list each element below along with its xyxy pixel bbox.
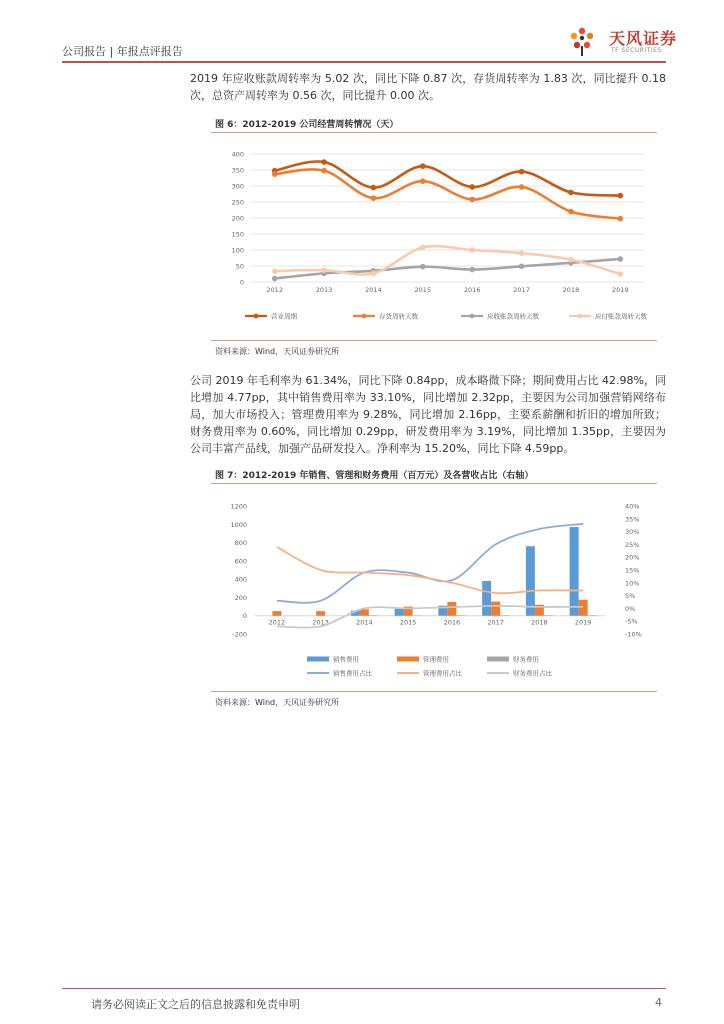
legend-label: 存货周转天数 xyxy=(379,312,418,321)
data-point xyxy=(519,264,525,270)
bar-1 xyxy=(482,581,491,616)
x-tick-label: 2016 xyxy=(463,286,481,294)
bar-2 xyxy=(491,602,500,616)
data-point xyxy=(420,178,426,184)
legend-swatch xyxy=(487,657,509,662)
legend-label: 财务费用占比 xyxy=(513,669,552,678)
header-divider xyxy=(62,61,666,63)
bar-2 xyxy=(316,611,325,616)
y-tick-label: 0 xyxy=(239,278,244,287)
y2-tick-label: 15% xyxy=(625,566,640,575)
y-tick-label: 1200 xyxy=(230,502,247,511)
data-point xyxy=(568,257,574,263)
figure-7-top-rule xyxy=(211,483,657,484)
legend-marker xyxy=(362,314,367,319)
x-tick-label: 2013 xyxy=(312,618,329,627)
x-tick-label: 2014 xyxy=(365,286,382,294)
data-point xyxy=(618,193,624,199)
x-tick-label: 2019 xyxy=(574,618,592,627)
data-point xyxy=(371,195,377,201)
y2-tick-label: 5% xyxy=(625,592,636,601)
figure-7-title: 图 7：2012-2019 年销售、管理和财务费用（百万元）及各营收占比（右轴） xyxy=(215,471,534,481)
y2-tick-label: -5% xyxy=(625,617,638,626)
data-point xyxy=(469,267,475,273)
y-tick-label: 200 xyxy=(231,214,244,223)
bar-1 xyxy=(570,527,579,616)
figure-6-top-rule xyxy=(211,132,657,133)
y-tick-label: 0 xyxy=(242,612,247,621)
ratio-line-2 xyxy=(277,547,583,593)
x-tick-label: 2012 xyxy=(266,286,283,294)
data-point xyxy=(519,169,525,175)
legend-label: 财务费用 xyxy=(513,655,539,664)
y2-tick-label: 0% xyxy=(625,604,636,613)
turnover-paragraph: 2019 年应收账款周转率为 5.02 次，同比下降 0.87 次，存货周转率为 1.83 次，同比提升 0.18 次，总资产周转率为 0.56 次，同比提升 0.00 次。 xyxy=(190,72,666,102)
y2-tick-label: 25% xyxy=(625,540,640,549)
data-point xyxy=(568,190,574,196)
x-tick-label: 2013 xyxy=(315,286,333,294)
figure-7-source: 资料来源：Wind，天风证券研究所 xyxy=(215,698,340,707)
y-tick-label: 600 xyxy=(234,557,247,566)
x-tick-label: 2018 xyxy=(562,286,580,294)
y-tick-label: 800 xyxy=(234,539,247,548)
figure-6-source: 资料来源：Wind，天风证券研究所 xyxy=(215,347,340,356)
y-tick-label: 300 xyxy=(231,182,244,191)
logo-name-en: TF SECURITIES xyxy=(611,47,662,54)
data-point xyxy=(321,267,327,273)
data-point xyxy=(371,271,377,277)
y-tick-label: 150 xyxy=(231,230,244,239)
y-tick-label: 1000 xyxy=(230,520,247,529)
data-point xyxy=(519,184,525,190)
y-tick-label: 100 xyxy=(231,246,244,255)
y-tick-label: 200 xyxy=(234,593,247,602)
x-tick-label: 2018 xyxy=(531,618,548,627)
legend-swatch xyxy=(307,657,329,662)
page-number: 4 xyxy=(655,996,662,1009)
bar-2 xyxy=(447,602,456,616)
data-point xyxy=(469,247,475,253)
bar-2 xyxy=(360,609,369,615)
disclaimer-note: 请务必阅读正文之后的信息披露和免责申明 xyxy=(91,998,300,1011)
legend-label: 销售费用 xyxy=(333,655,359,664)
legend-marker xyxy=(254,314,259,319)
bar-1 xyxy=(526,546,535,615)
figure-7-bottom-rule xyxy=(211,691,657,692)
legend-swatch xyxy=(397,657,419,662)
legend-label: 应收账款周转天数 xyxy=(487,312,539,321)
x-tick-label: 2014 xyxy=(356,618,373,627)
report-category: 公司报告 | 年报点评报告 xyxy=(62,45,183,58)
margin-expense-paragraph: 公司 2019 年毛利率为 61.34%，同比下降 0.84pp，成本略微下降；期间费用占比 42.98%，同比增加 4.77pp，其中销售费用率为 33.10%，同比增加 2.32pp，主要因为公司加强营销网络布局，加大市场投入；管理费用率为 9.28%，同比增加 2.16pp，主要系薪酬和折旧的增加所致；财务费用率为 0.60%，同比增加 0.29pp，研发费用率为 3.19%，同比增加 1.35pp，主要因为公司丰富产品线，加强产品研发投入。净利率为 15.20%，同比下降 4.59pp。 xyxy=(190,374,666,455)
data-point xyxy=(519,250,525,256)
data-point xyxy=(272,171,278,177)
data-point xyxy=(272,268,278,274)
legend-label: 销售费用占比 xyxy=(333,669,372,678)
data-point xyxy=(469,197,475,203)
data-point xyxy=(420,245,426,251)
flower-icon xyxy=(571,28,593,56)
data-point xyxy=(272,276,278,282)
y2-tick-label: 40% xyxy=(625,502,640,511)
data-point xyxy=(321,168,327,174)
data-point xyxy=(618,271,624,277)
x-tick-label: 2019 xyxy=(612,286,629,294)
data-point xyxy=(568,209,574,215)
turnover-days-chart xyxy=(215,140,655,340)
y-tick-label: -200 xyxy=(232,630,247,639)
data-point xyxy=(371,185,377,191)
y-tick-label: 400 xyxy=(234,575,247,584)
data-point xyxy=(420,264,426,270)
y-tick-label: 50 xyxy=(235,262,244,271)
legend-label: 管理费用占比 xyxy=(423,669,462,678)
x-tick-label: 2016 xyxy=(443,618,461,627)
x-tick-label: 2017 xyxy=(487,618,504,627)
data-point xyxy=(469,184,475,190)
legend-marker xyxy=(578,314,583,319)
x-tick-label: 2015 xyxy=(414,286,432,294)
y-tick-label: 250 xyxy=(231,198,244,207)
data-point xyxy=(420,163,426,169)
y2-tick-label: 35% xyxy=(625,515,640,524)
expense-chart xyxy=(215,492,655,692)
legend-marker xyxy=(470,314,475,319)
figure-6-title: 图 6：2012-2019 公司经营周转情况（天） xyxy=(215,120,399,130)
x-tick-label: 2015 xyxy=(399,618,417,627)
footer-divider xyxy=(62,988,666,989)
legend-label: 应付账款周转天数 xyxy=(595,312,647,321)
y2-tick-label: 30% xyxy=(625,528,640,537)
y2-tick-label: -10% xyxy=(625,630,642,639)
bar-2 xyxy=(272,611,281,616)
bar-1 xyxy=(395,609,404,616)
legend-label: 管理费用 xyxy=(423,655,449,664)
y2-tick-label: 20% xyxy=(625,553,640,562)
legend-label: 营业周期 xyxy=(271,312,297,321)
figure-6-bottom-rule xyxy=(211,340,657,341)
data-point xyxy=(618,256,624,262)
y2-tick-label: 10% xyxy=(625,579,640,588)
data-point xyxy=(618,216,624,222)
y-tick-label: 400 xyxy=(231,150,244,159)
x-tick-label: 2017 xyxy=(513,286,530,294)
x-tick-label: 2012 xyxy=(268,618,286,627)
logo-name-cn: 天风证券 xyxy=(609,29,678,48)
data-point xyxy=(321,159,327,165)
y-tick-label: 350 xyxy=(231,166,244,175)
